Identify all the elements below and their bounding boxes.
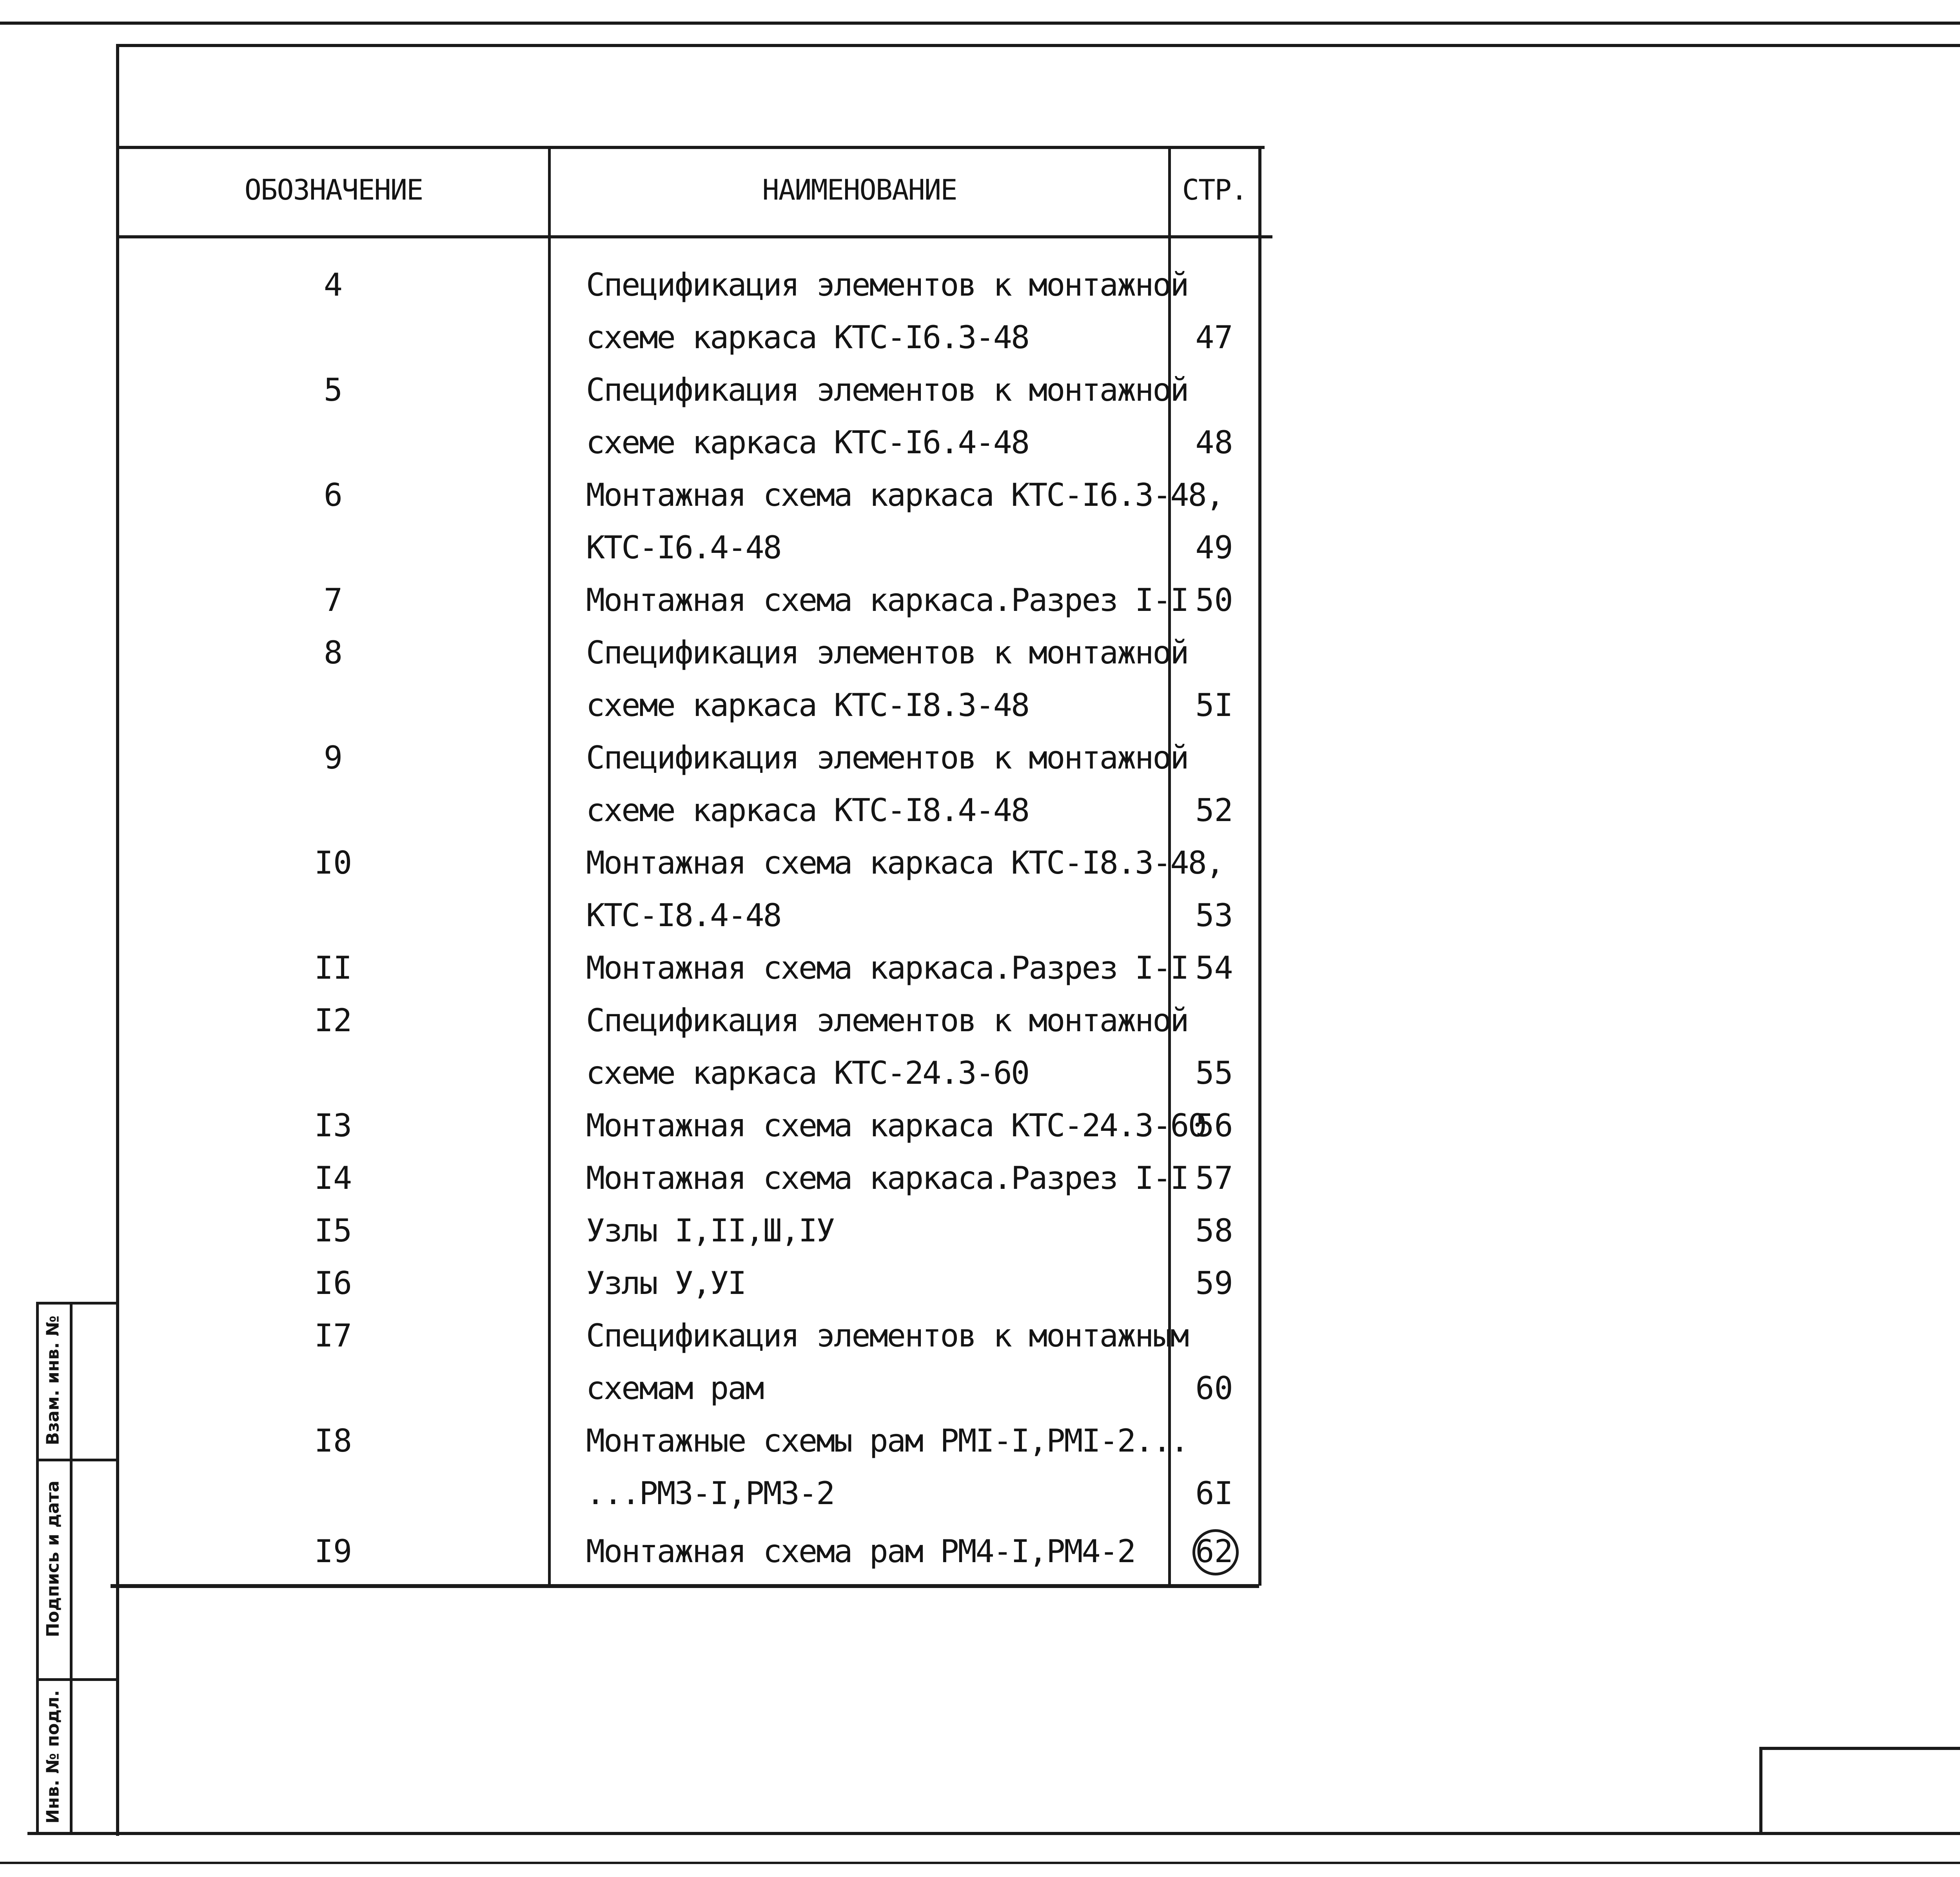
row-number: II	[314, 950, 352, 986]
row-name-line: Узлы У,УI	[586, 1265, 746, 1301]
side-strip-inner	[70, 1302, 73, 1835]
row-page: 49	[1195, 529, 1233, 566]
row-name-line: схеме каркаса КТС-I8.3-48	[586, 687, 1029, 723]
side-strip-divider-1	[36, 1459, 119, 1461]
row-name-line: Монтажные схемы рам PMI-I,PMI-2...	[586, 1423, 1188, 1459]
row-number: 7	[323, 582, 343, 618]
row-page: 57	[1195, 1160, 1233, 1196]
inner-frame-bottom	[27, 1832, 1960, 1835]
row-number: I7	[314, 1317, 352, 1354]
row-number: 8	[323, 634, 343, 671]
title-block-left	[1759, 1747, 1762, 1835]
row-page: 53	[1195, 897, 1233, 934]
side-strip-divider-2	[36, 1678, 119, 1681]
table-top-line	[116, 146, 1265, 149]
circled-page-mark	[1192, 1529, 1239, 1575]
header-designation: ОБОЗНАЧЕНИЕ	[244, 173, 423, 206]
inner-frame-top	[116, 44, 1960, 47]
row-page: 58	[1195, 1212, 1233, 1249]
row-number: I2	[314, 1002, 352, 1039]
row-name-line: Монтажная схема каркаса КТС-I8.3-48,	[586, 845, 1223, 881]
row-name-line: КТС-I6.4-48	[586, 529, 781, 566]
row-name-line: Спецификация элементов к монтажной	[586, 267, 1188, 303]
row-name-line: схеме каркаса КТС-24.3-60	[586, 1055, 1029, 1091]
table-right-border	[1258, 146, 1261, 1586]
row-page: 50	[1195, 582, 1233, 618]
top-border-outer	[0, 22, 1960, 25]
row-page: 59	[1195, 1265, 1233, 1301]
row-number: 4	[323, 267, 343, 303]
row-name-line: Монтажная схема каркаса.Разрез I-I	[586, 582, 1188, 618]
row-number: 9	[323, 740, 343, 776]
row-number: I9	[314, 1533, 352, 1570]
row-page: 55	[1195, 1055, 1233, 1091]
title-block-top	[1759, 1747, 1960, 1750]
row-name-line: Монтажная схема рам PM4-I,PM4-2	[586, 1533, 1135, 1570]
row-name-line: схемам рам	[586, 1370, 763, 1406]
side-strip-top	[36, 1302, 119, 1305]
row-name-line: Монтажная схема каркаса.Разрез I-I	[586, 950, 1188, 986]
row-number: 5	[323, 372, 343, 408]
row-page: 60	[1195, 1370, 1233, 1406]
row-name-line: Монтажная схема каркаса КТС-I6.3-48,	[586, 477, 1223, 513]
row-page: 54	[1195, 950, 1233, 986]
row-name-line: схеме каркаса КТС-I6.3-48	[586, 319, 1029, 356]
row-page: 52	[1195, 792, 1233, 829]
side-strip-left	[36, 1302, 39, 1835]
row-number: I8	[314, 1423, 352, 1459]
row-number: I3	[314, 1107, 352, 1144]
row-name-line: Спецификация элементов к монтажной	[586, 740, 1188, 776]
row-name-line: Спецификация элементов к монтажной	[586, 1002, 1188, 1039]
row-name-line: Спецификация элементов к монтажной	[586, 634, 1188, 671]
row-name-line: Монтажная схема каркаса.Разрез I-I	[586, 1160, 1188, 1196]
row-name-line: схеме каркаса КТС-I8.4-48	[586, 792, 1029, 829]
row-page: 47	[1195, 319, 1233, 356]
side-label-original-inv: Инв. № подл.	[43, 1690, 63, 1824]
row-number: 6	[323, 477, 343, 513]
table-bottom-line	[111, 1584, 1259, 1588]
row-name-line: Узлы I,II,Ш,IУ	[586, 1212, 834, 1249]
row-name-line: ...PM3-I,PM3-2	[586, 1475, 834, 1512]
row-number: I0	[314, 845, 352, 881]
row-page: 48	[1195, 424, 1233, 461]
row-name-line: Спецификация элементов к монтажной	[586, 372, 1188, 408]
row-number: I4	[314, 1160, 352, 1196]
row-page: 62	[1195, 1533, 1233, 1570]
table-header-bottom-line	[116, 235, 1272, 238]
header-page: СТР.	[1182, 173, 1247, 206]
row-name-line: Спецификация элементов к монтажным	[586, 1317, 1188, 1354]
document-code	[1762, 1772, 1960, 1810]
row-name-line: схеме каркаса КТС-I6.4-48	[586, 424, 1029, 461]
header-name: НАИМЕНОВАНИЕ	[762, 173, 957, 206]
bottom-border-outer	[0, 1862, 1960, 1864]
row-number: I6	[314, 1265, 352, 1301]
row-page: 5I	[1195, 687, 1233, 723]
row-number: I5	[314, 1212, 352, 1249]
row-name-line: КТС-I8.4-48	[586, 897, 781, 934]
row-name-line: Монтажная схема каркаса КТС-24.3-60	[586, 1107, 1206, 1144]
side-label-replaces-inv: Взам. инв. №	[43, 1316, 63, 1445]
row-page: 6I	[1195, 1475, 1233, 1512]
row-page: 56	[1195, 1107, 1233, 1144]
side-label-signature-date: Подпись и дата	[43, 1480, 63, 1637]
